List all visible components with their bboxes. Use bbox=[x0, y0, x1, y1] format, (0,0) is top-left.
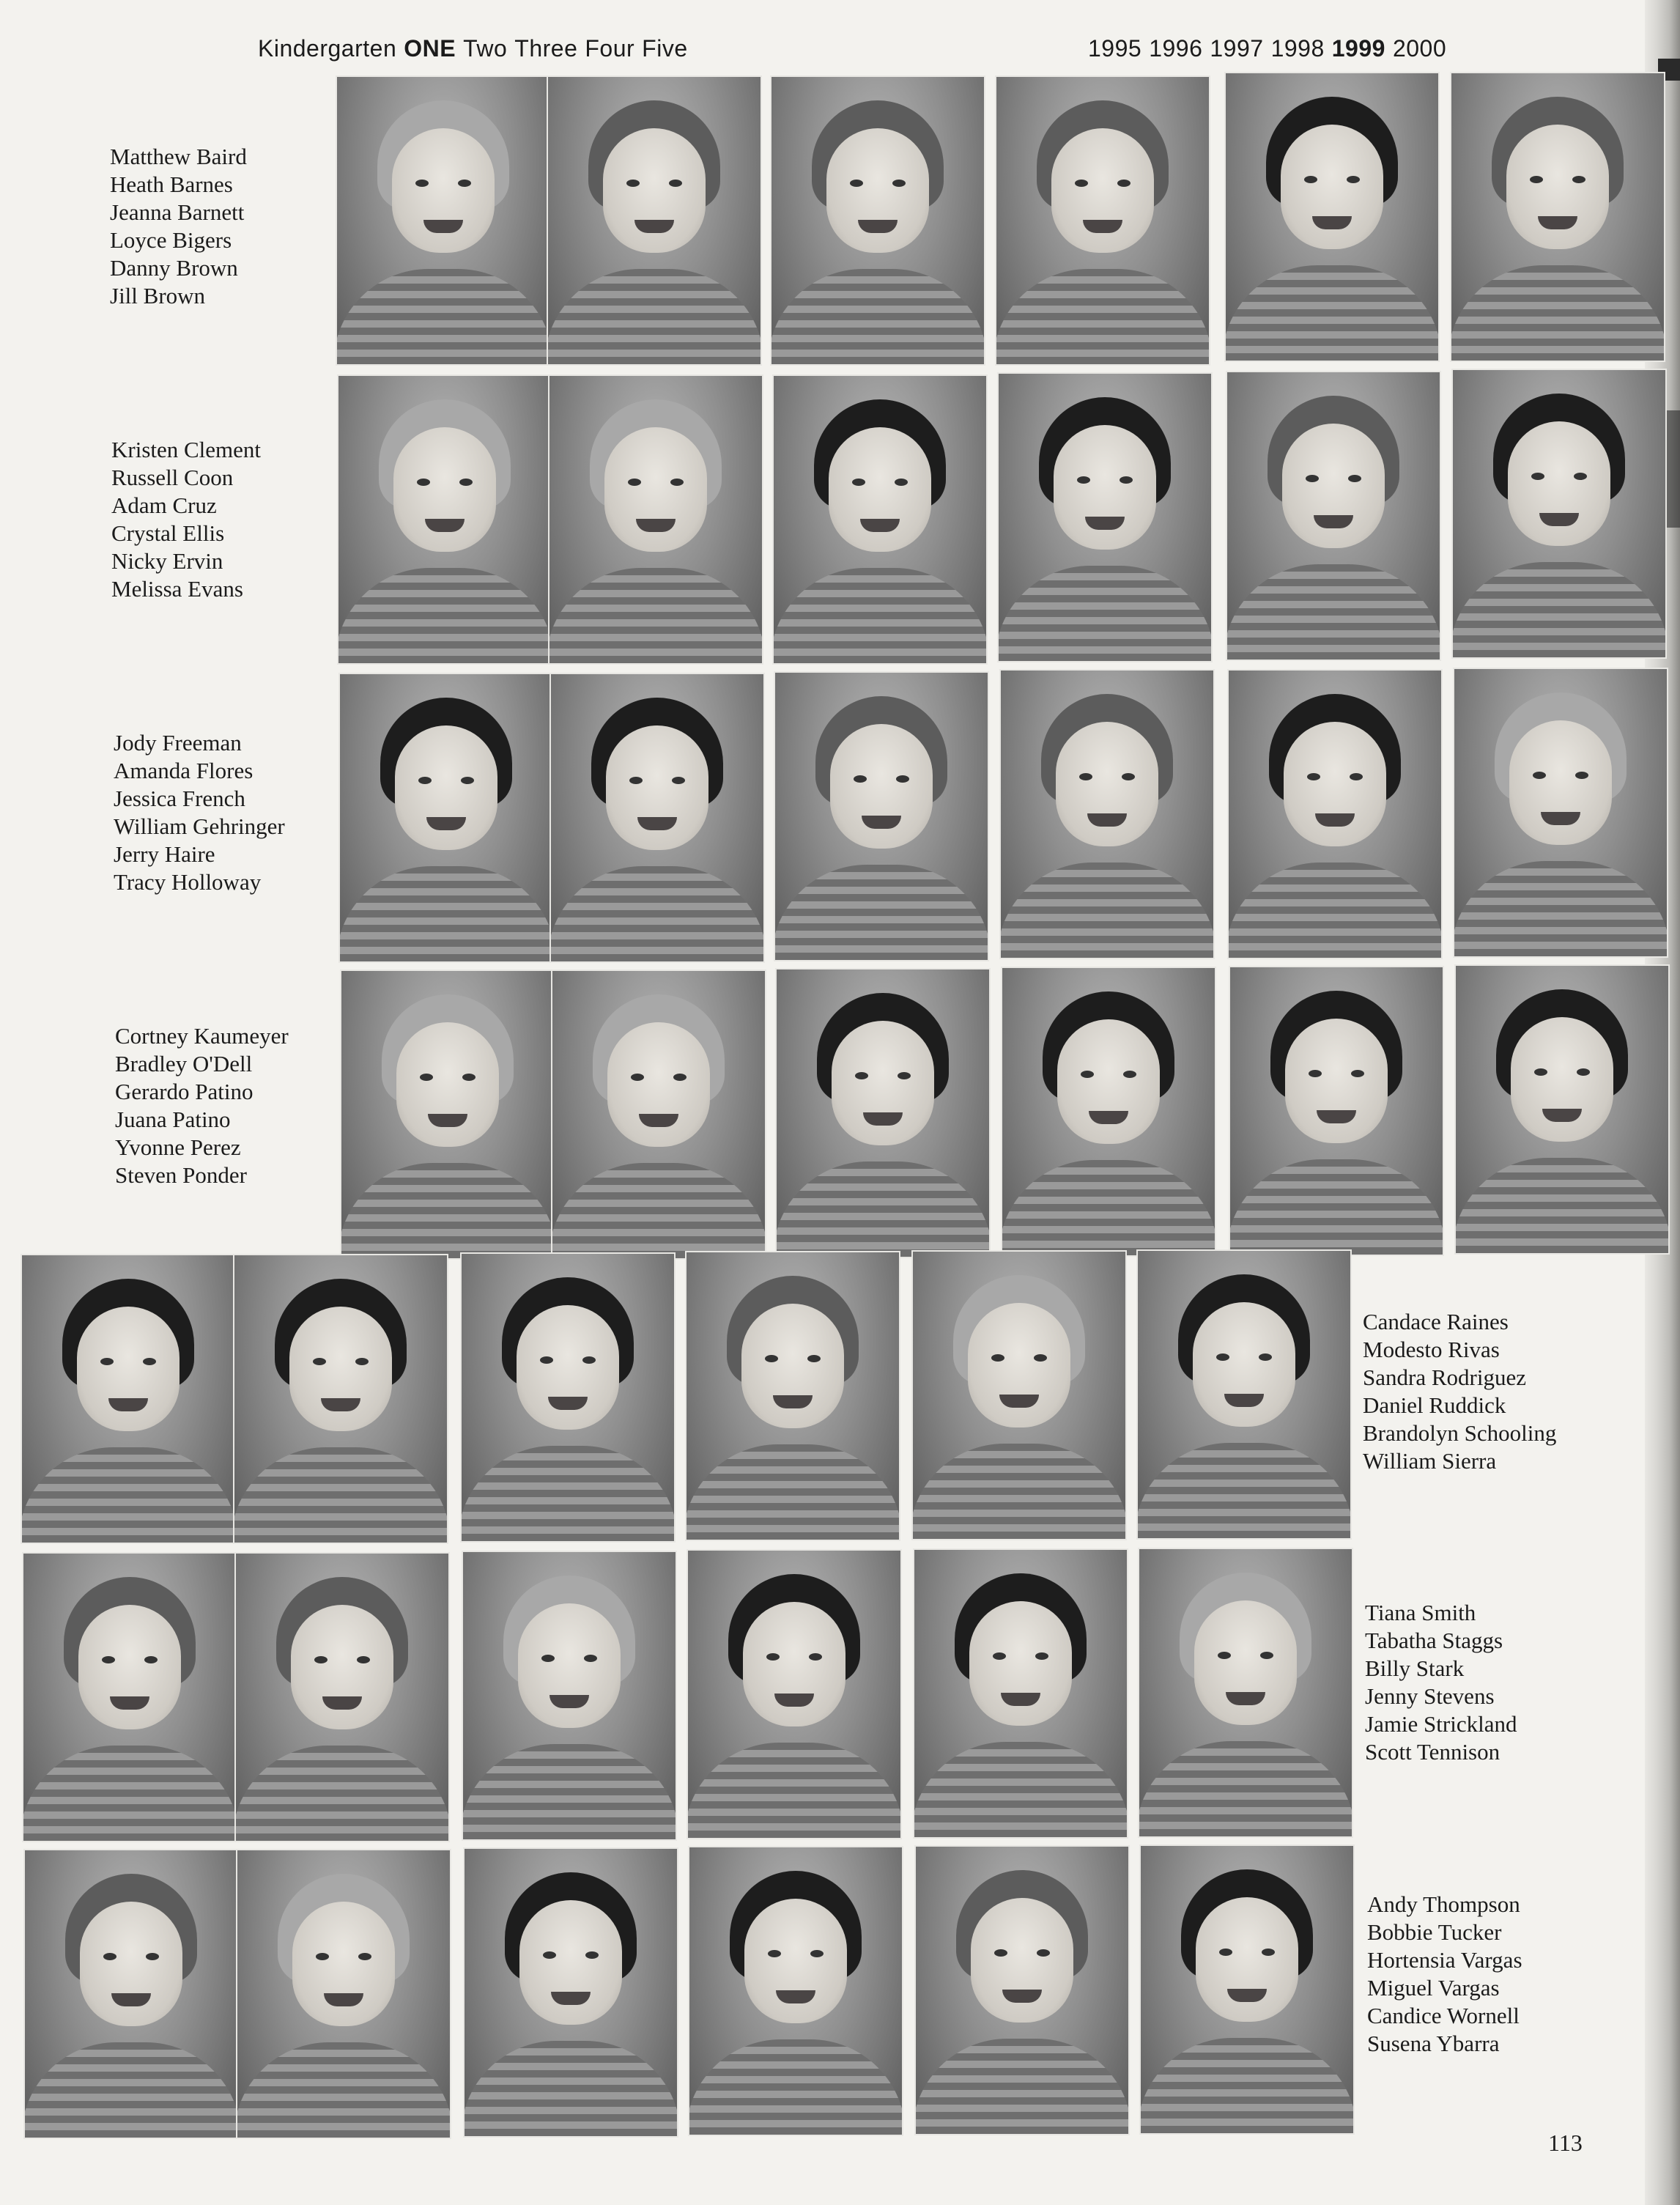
year-1996: 1996 bbox=[1149, 35, 1203, 62]
student-name: Loyce Bigers bbox=[110, 227, 232, 253]
student-photo bbox=[1002, 968, 1215, 1255]
student-photo bbox=[340, 674, 552, 961]
student-photo bbox=[236, 1554, 448, 1841]
student-name: Nicky Ervin bbox=[111, 548, 223, 574]
student-name: Gerardo Patino bbox=[115, 1079, 254, 1104]
student-photo bbox=[1141, 1846, 1353, 2133]
student-name: William Sierra bbox=[1363, 1448, 1497, 1474]
student-photo bbox=[999, 374, 1211, 661]
year-1998: 1998 bbox=[1270, 35, 1325, 62]
student-photo bbox=[1227, 372, 1440, 660]
student-name: Miguel Vargas bbox=[1367, 1975, 1500, 2001]
student-name: Danny Brown bbox=[110, 255, 238, 281]
grade-one: ONE bbox=[404, 35, 456, 62]
student-name: Hortensia Vargas bbox=[1367, 1947, 1522, 1973]
grade-three: Three bbox=[514, 35, 578, 62]
student-photo bbox=[777, 969, 989, 1257]
name-list-row-1 bbox=[110, 143, 247, 310]
student-photo bbox=[338, 376, 551, 663]
grade-four: Four bbox=[585, 35, 635, 62]
student-photo bbox=[1456, 966, 1668, 1253]
year-1997: 1997 bbox=[1210, 35, 1264, 62]
student-photo bbox=[548, 77, 761, 364]
student-photo bbox=[23, 1554, 236, 1841]
student-name: Adam Cruz bbox=[111, 492, 217, 518]
year-1995: 1995 bbox=[1088, 35, 1142, 62]
student-photo bbox=[1138, 1251, 1350, 1538]
student-photo bbox=[774, 376, 986, 663]
student-name: Andy Thompson bbox=[1367, 1891, 1520, 1917]
student-name: Melissa Evans bbox=[111, 576, 243, 602]
year-1999: 1999 bbox=[1331, 35, 1385, 62]
student-photo bbox=[1139, 1549, 1352, 1836]
student-name: Matthew Baird bbox=[110, 144, 247, 169]
student-name: Jill Brown bbox=[110, 283, 206, 309]
student-photo bbox=[914, 1550, 1127, 1837]
student-name: Jerry Haire bbox=[114, 841, 215, 867]
student-name: Jeanna Barnett bbox=[110, 199, 245, 225]
student-name: Russell Coon bbox=[111, 465, 234, 490]
student-photo bbox=[1454, 669, 1667, 956]
student-name: Tiana Smith bbox=[1365, 1600, 1476, 1625]
student-photo bbox=[687, 1252, 899, 1540]
student-name: Jamie Strickland bbox=[1365, 1711, 1517, 1737]
student-name: Tabatha Staggs bbox=[1365, 1628, 1503, 1653]
name-list-row-4 bbox=[115, 1022, 289, 1189]
student-name: Candace Raines bbox=[1363, 1309, 1509, 1334]
student-photo bbox=[1451, 73, 1664, 361]
student-name: Bobbie Tucker bbox=[1367, 1919, 1502, 1945]
student-photo bbox=[462, 1254, 674, 1541]
student-photo bbox=[1226, 73, 1438, 361]
student-photo bbox=[552, 971, 765, 1258]
student-photo bbox=[916, 1847, 1128, 2134]
name-list-row-6 bbox=[1365, 1599, 1517, 1766]
student-photo bbox=[775, 673, 988, 960]
year-header bbox=[1088, 35, 1454, 62]
student-photo bbox=[234, 1255, 447, 1543]
student-name: Sandra Rodriguez bbox=[1363, 1364, 1526, 1390]
name-list-row-3 bbox=[114, 729, 285, 896]
student-photo bbox=[337, 77, 549, 364]
student-name: Heath Barnes bbox=[110, 171, 233, 197]
student-photo bbox=[1229, 671, 1441, 958]
student-photo bbox=[551, 674, 763, 961]
student-name: Billy Stark bbox=[1365, 1655, 1465, 1681]
grade-five: Five bbox=[642, 35, 688, 62]
student-name: Kristen Clement bbox=[111, 437, 262, 462]
student-name: Jody Freeman bbox=[114, 730, 242, 756]
year-2000: 2000 bbox=[1392, 35, 1447, 62]
student-name: William Gehringer bbox=[114, 813, 285, 839]
student-photo bbox=[1001, 671, 1213, 958]
student-name: Yvonne Perez bbox=[115, 1134, 241, 1160]
student-name: Daniel Ruddick bbox=[1363, 1392, 1506, 1418]
student-photo bbox=[771, 77, 984, 364]
student-photo bbox=[1230, 967, 1443, 1255]
page-number: 113 bbox=[1548, 2130, 1583, 2156]
student-name: Crystal Ellis bbox=[111, 520, 225, 546]
student-name: Amanda Flores bbox=[114, 758, 254, 783]
student-name: Bradley O'Dell bbox=[115, 1051, 253, 1076]
student-photo bbox=[25, 1850, 237, 2138]
student-photo bbox=[688, 1551, 900, 1838]
student-photo bbox=[465, 1849, 677, 2136]
student-photo bbox=[913, 1252, 1125, 1539]
student-name: Steven Ponder bbox=[115, 1162, 247, 1188]
student-name: Tracy Holloway bbox=[114, 869, 262, 895]
student-photo bbox=[237, 1850, 450, 2138]
name-list-row-7 bbox=[1367, 1891, 1522, 2058]
name-list-row-2 bbox=[111, 436, 261, 603]
student-photo bbox=[549, 376, 762, 663]
student-photo bbox=[1453, 370, 1665, 657]
student-photo bbox=[996, 77, 1209, 364]
student-name: Cortney Kaumeyer bbox=[115, 1023, 289, 1049]
student-name: Susena Ybarra bbox=[1367, 2031, 1500, 2056]
student-photo bbox=[22, 1255, 234, 1543]
grade-two: Two bbox=[463, 35, 508, 62]
student-photo bbox=[463, 1552, 676, 1839]
student-name: Scott Tennison bbox=[1365, 1739, 1500, 1765]
grade-kindergarten: Kindergarten bbox=[258, 35, 397, 62]
student-name: Jenny Stevens bbox=[1365, 1683, 1495, 1709]
student-photo bbox=[689, 1847, 902, 2135]
student-photo bbox=[341, 971, 554, 1258]
grade-header bbox=[258, 35, 695, 62]
name-list-row-5 bbox=[1363, 1308, 1556, 1475]
student-name: Jessica French bbox=[114, 786, 245, 811]
student-name: Modesto Rivas bbox=[1363, 1337, 1500, 1362]
student-name: Candice Wornell bbox=[1367, 2003, 1520, 2028]
student-name: Brandolyn Schooling bbox=[1363, 1420, 1557, 1446]
student-name: Juana Patino bbox=[115, 1107, 231, 1132]
